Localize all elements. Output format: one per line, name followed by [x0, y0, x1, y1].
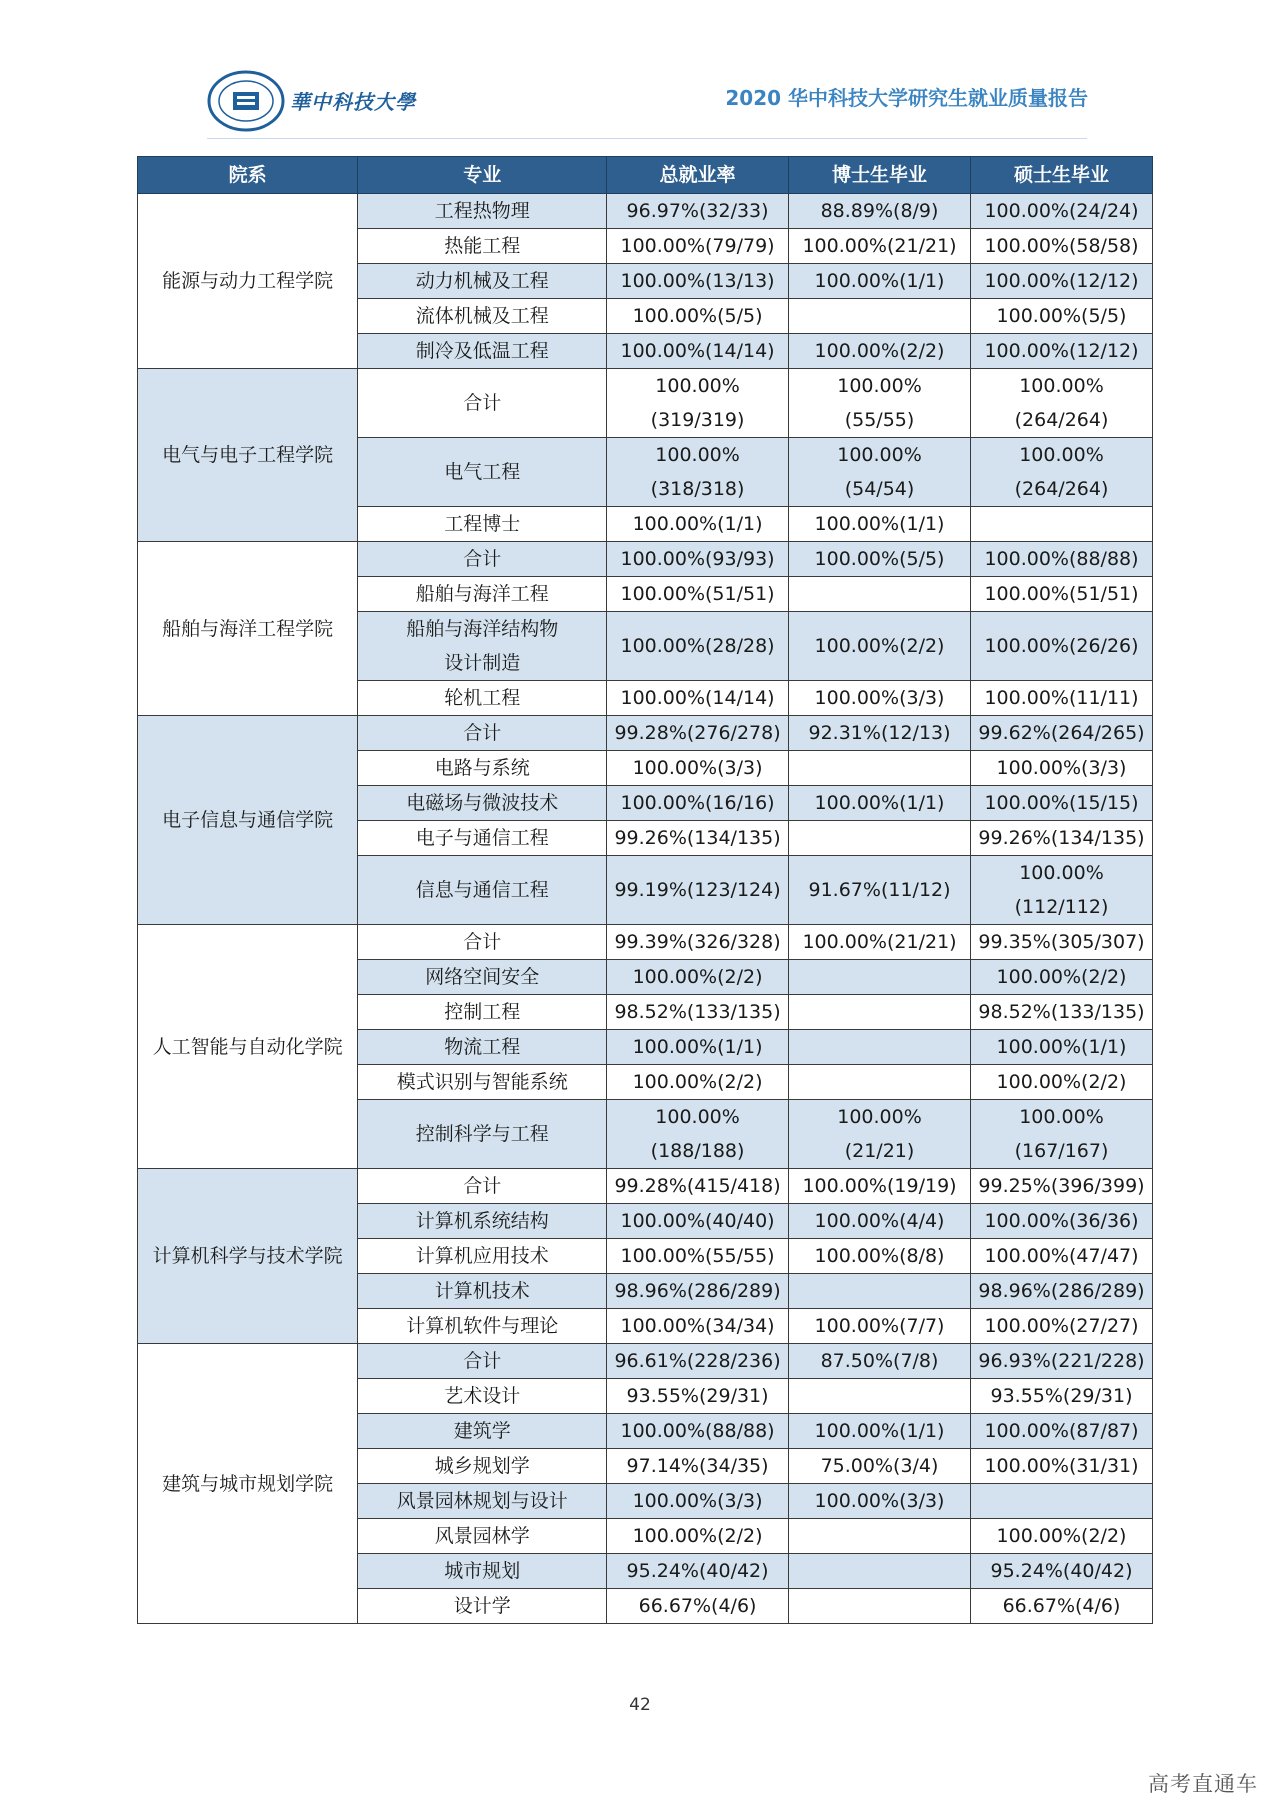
- total-rate-cell: 100.00%(2/2): [607, 960, 789, 995]
- total-rate-cell: 100.00%(28/28): [607, 612, 789, 681]
- major-cell: 风景园林学: [358, 1519, 607, 1554]
- major-cell: 合计: [358, 1344, 607, 1379]
- phd-rate-cell: 100.00%(2/2): [789, 612, 971, 681]
- major-cell: 信息与通信工程: [358, 856, 607, 925]
- table-header-row: [138, 157, 1153, 194]
- total-rate-cell: 100.00%(34/34): [607, 1309, 789, 1344]
- master-rate-cell: 100.00%(2/2): [971, 1065, 1153, 1100]
- master-rate-cell: 100.00%(47/47): [971, 1239, 1153, 1274]
- major-cell: 艺术设计: [358, 1379, 607, 1414]
- phd-rate-cell: 100.00%(21/21): [789, 925, 971, 960]
- phd-rate-cell: [789, 1519, 971, 1554]
- phd-rate-cell: [789, 821, 971, 856]
- phd-rate-cell: 100.00% (55/55): [789, 369, 971, 438]
- major-cell: 电路与系统: [358, 751, 607, 786]
- total-rate-cell: 66.67%(4/6): [607, 1589, 789, 1624]
- total-rate-cell: 100.00% (318/318): [607, 438, 789, 507]
- master-rate-cell: 100.00%(1/1): [971, 1030, 1153, 1065]
- total-rate-cell: 100.00%(55/55): [607, 1239, 789, 1274]
- major-cell: 控制科学与工程: [358, 1100, 607, 1169]
- master-rate-cell: 100.00%(88/88): [971, 542, 1153, 577]
- master-rate-cell: 98.96%(286/289): [971, 1274, 1153, 1309]
- phd-rate-cell: 100.00%(5/5): [789, 542, 971, 577]
- master-rate-cell: 99.35%(305/307): [971, 925, 1153, 960]
- university-seal-logo: [207, 70, 285, 132]
- master-rate-cell: 100.00%(87/87): [971, 1414, 1153, 1449]
- total-rate-cell: 100.00%(5/5): [607, 299, 789, 334]
- master-rate-cell: 100.00% (264/264): [971, 438, 1153, 507]
- phd-rate-cell: 100.00%(3/3): [789, 1484, 971, 1519]
- total-rate-cell: 100.00%(2/2): [607, 1065, 789, 1100]
- employment-rate-table: [137, 156, 1153, 1624]
- major-cell: 计算机软件与理论: [358, 1309, 607, 1344]
- major-cell: 轮机工程: [358, 681, 607, 716]
- table-row: [138, 1169, 1153, 1204]
- total-rate-cell: 100.00%(1/1): [607, 1030, 789, 1065]
- page-number: 42: [629, 1695, 651, 1715]
- college-cell: 计算机科学与技术学院: [138, 1169, 358, 1344]
- total-rate-cell: 100.00%(93/93): [607, 542, 789, 577]
- total-rate-cell: 97.14%(34/35): [607, 1449, 789, 1484]
- major-cell: 流体机械及工程: [358, 299, 607, 334]
- master-rate-cell: 100.00%(3/3): [971, 751, 1153, 786]
- major-cell: 计算机系统结构: [358, 1204, 607, 1239]
- phd-rate-cell: 100.00% (54/54): [789, 438, 971, 507]
- total-rate-cell: 100.00%(88/88): [607, 1414, 789, 1449]
- master-rate-cell: 100.00%(36/36): [971, 1204, 1153, 1239]
- master-rate-cell: 93.55%(29/31): [971, 1379, 1153, 1414]
- major-cell: 合计: [358, 716, 607, 751]
- total-rate-cell: 100.00%(14/14): [607, 334, 789, 369]
- column-header-phd: 博士生毕业: [789, 157, 971, 194]
- table-row: [138, 369, 1153, 438]
- major-cell: 船舶与海洋工程: [358, 577, 607, 612]
- master-rate-cell: 100.00% (112/112): [971, 856, 1153, 925]
- major-cell: 合计: [358, 369, 607, 438]
- master-rate-cell: 100.00%(51/51): [971, 577, 1153, 612]
- table-row: [138, 925, 1153, 960]
- table-row: [138, 542, 1153, 577]
- university-name: 華中科技大學: [290, 90, 416, 114]
- watermark-text: 高考直通车: [1148, 1772, 1258, 1796]
- phd-rate-cell: 87.50%(7/8): [789, 1344, 971, 1379]
- master-rate-cell: 100.00%(2/2): [971, 1519, 1153, 1554]
- total-rate-cell: 96.61%(228/236): [607, 1344, 789, 1379]
- phd-rate-cell: 91.67%(11/12): [789, 856, 971, 925]
- phd-rate-cell: 100.00%(3/3): [789, 681, 971, 716]
- major-cell: 电子与通信工程: [358, 821, 607, 856]
- college-cell: 建筑与城市规划学院: [138, 1344, 358, 1624]
- total-rate-cell: 99.28%(276/278): [607, 716, 789, 751]
- phd-rate-cell: 100.00%(1/1): [789, 507, 971, 542]
- master-rate-cell: 100.00% (264/264): [971, 369, 1153, 438]
- major-cell: 城乡规划学: [358, 1449, 607, 1484]
- total-rate-cell: 100.00%(14/14): [607, 681, 789, 716]
- college-cell: 电气与电子工程学院: [138, 369, 358, 542]
- major-cell: 动力机械及工程: [358, 264, 607, 299]
- major-cell: 船舶与海洋结构物 设计制造: [358, 612, 607, 681]
- master-rate-cell: 100.00%(26/26): [971, 612, 1153, 681]
- total-rate-cell: 100.00%(3/3): [607, 751, 789, 786]
- total-rate-cell: 100.00%(40/40): [607, 1204, 789, 1239]
- table-body: [138, 194, 1153, 1624]
- total-rate-cell: 98.96%(286/289): [607, 1274, 789, 1309]
- master-rate-cell: [971, 1484, 1153, 1519]
- major-cell: 建筑学: [358, 1414, 607, 1449]
- phd-rate-cell: 100.00% (21/21): [789, 1100, 971, 1169]
- major-cell: 合计: [358, 925, 607, 960]
- total-rate-cell: 99.26%(134/135): [607, 821, 789, 856]
- college-cell: 人工智能与自动化学院: [138, 925, 358, 1169]
- phd-rate-cell: 100.00%(1/1): [789, 1414, 971, 1449]
- total-rate-cell: 100.00%(3/3): [607, 1484, 789, 1519]
- master-rate-cell: 96.93%(221/228): [971, 1344, 1153, 1379]
- phd-rate-cell: [789, 1274, 971, 1309]
- total-rate-cell: 99.19%(123/124): [607, 856, 789, 925]
- master-rate-cell: 99.25%(396/399): [971, 1169, 1153, 1204]
- major-cell: 城市规划: [358, 1554, 607, 1589]
- phd-rate-cell: [789, 1554, 971, 1589]
- phd-rate-cell: 100.00%(1/1): [789, 786, 971, 821]
- phd-rate-cell: [789, 1065, 971, 1100]
- master-rate-cell: 100.00%(12/12): [971, 334, 1153, 369]
- major-cell: 模式识别与智能系统: [358, 1065, 607, 1100]
- college-cell: 电子信息与通信学院: [138, 716, 358, 925]
- major-cell: 物流工程: [358, 1030, 607, 1065]
- column-header-major: 专业: [358, 157, 607, 194]
- table-row: [138, 716, 1153, 751]
- master-rate-cell: [971, 507, 1153, 542]
- phd-rate-cell: [789, 299, 971, 334]
- major-cell: 计算机技术: [358, 1274, 607, 1309]
- total-rate-cell: 95.24%(40/42): [607, 1554, 789, 1589]
- phd-rate-cell: [789, 577, 971, 612]
- master-rate-cell: 100.00% (167/167): [971, 1100, 1153, 1169]
- major-cell: 控制工程: [358, 995, 607, 1030]
- phd-rate-cell: 75.00%(3/4): [789, 1449, 971, 1484]
- total-rate-cell: 100.00% (319/319): [607, 369, 789, 438]
- total-rate-cell: 99.39%(326/328): [607, 925, 789, 960]
- total-rate-cell: 100.00%(13/13): [607, 264, 789, 299]
- master-rate-cell: 100.00%(12/12): [971, 264, 1153, 299]
- column-header-total-rate: 总就业率: [607, 157, 789, 194]
- phd-rate-cell: 100.00%(4/4): [789, 1204, 971, 1239]
- master-rate-cell: 100.00%(27/27): [971, 1309, 1153, 1344]
- table-row: [138, 1344, 1153, 1379]
- major-cell: 网络空间安全: [358, 960, 607, 995]
- total-rate-cell: 100.00%(2/2): [607, 1519, 789, 1554]
- total-rate-cell: 100.00%(1/1): [607, 507, 789, 542]
- master-rate-cell: 100.00%(58/58): [971, 229, 1153, 264]
- phd-rate-cell: [789, 751, 971, 786]
- phd-rate-cell: 100.00%(8/8): [789, 1239, 971, 1274]
- phd-rate-cell: [789, 995, 971, 1030]
- header-divider: [207, 138, 1087, 139]
- master-rate-cell: 66.67%(4/6): [971, 1589, 1153, 1624]
- total-rate-cell: 100.00%(16/16): [607, 786, 789, 821]
- major-cell: 热能工程: [358, 229, 607, 264]
- master-rate-cell: 98.52%(133/135): [971, 995, 1153, 1030]
- total-rate-cell: 100.00% (188/188): [607, 1100, 789, 1169]
- phd-rate-cell: [789, 960, 971, 995]
- page-header: [0, 0, 1280, 150]
- master-rate-cell: 99.26%(134/135): [971, 821, 1153, 856]
- phd-rate-cell: [789, 1030, 971, 1065]
- phd-rate-cell: [789, 1589, 971, 1624]
- phd-rate-cell: 100.00%(19/19): [789, 1169, 971, 1204]
- master-rate-cell: 99.62%(264/265): [971, 716, 1153, 751]
- major-cell: 计算机应用技术: [358, 1239, 607, 1274]
- phd-rate-cell: 88.89%(8/9): [789, 194, 971, 229]
- total-rate-cell: 96.97%(32/33): [607, 194, 789, 229]
- column-header-master: 硕士生毕业: [971, 157, 1153, 194]
- master-rate-cell: 100.00%(2/2): [971, 960, 1153, 995]
- table-row: [138, 194, 1153, 229]
- major-cell: 电磁场与微波技术: [358, 786, 607, 821]
- phd-rate-cell: 100.00%(2/2): [789, 334, 971, 369]
- college-cell: 能源与动力工程学院: [138, 194, 358, 369]
- major-cell: 合计: [358, 542, 607, 577]
- major-cell: 合计: [358, 1169, 607, 1204]
- master-rate-cell: 100.00%(5/5): [971, 299, 1153, 334]
- major-cell: 电气工程: [358, 438, 607, 507]
- master-rate-cell: 100.00%(31/31): [971, 1449, 1153, 1484]
- master-rate-cell: 100.00%(15/15): [971, 786, 1153, 821]
- master-rate-cell: 100.00%(24/24): [971, 194, 1153, 229]
- phd-rate-cell: 92.31%(12/13): [789, 716, 971, 751]
- major-cell: 设计学: [358, 1589, 607, 1624]
- phd-rate-cell: 100.00%(7/7): [789, 1309, 971, 1344]
- report-title: 2020 华中科技大学研究生就业质量报告: [725, 86, 1088, 110]
- major-cell: 风景园林规划与设计: [358, 1484, 607, 1519]
- total-rate-cell: 93.55%(29/31): [607, 1379, 789, 1414]
- total-rate-cell: 100.00%(79/79): [607, 229, 789, 264]
- master-rate-cell: 100.00%(11/11): [971, 681, 1153, 716]
- phd-rate-cell: 100.00%(1/1): [789, 264, 971, 299]
- major-cell: 工程博士: [358, 507, 607, 542]
- phd-rate-cell: 100.00%(21/21): [789, 229, 971, 264]
- major-cell: 制冷及低温工程: [358, 334, 607, 369]
- phd-rate-cell: [789, 1379, 971, 1414]
- total-rate-cell: 100.00%(51/51): [607, 577, 789, 612]
- major-cell: 工程热物理: [358, 194, 607, 229]
- total-rate-cell: 98.52%(133/135): [607, 995, 789, 1030]
- master-rate-cell: 95.24%(40/42): [971, 1554, 1153, 1589]
- total-rate-cell: 99.28%(415/418): [607, 1169, 789, 1204]
- college-cell: 船舶与海洋工程学院: [138, 542, 358, 716]
- column-header-college: 院系: [138, 157, 358, 194]
